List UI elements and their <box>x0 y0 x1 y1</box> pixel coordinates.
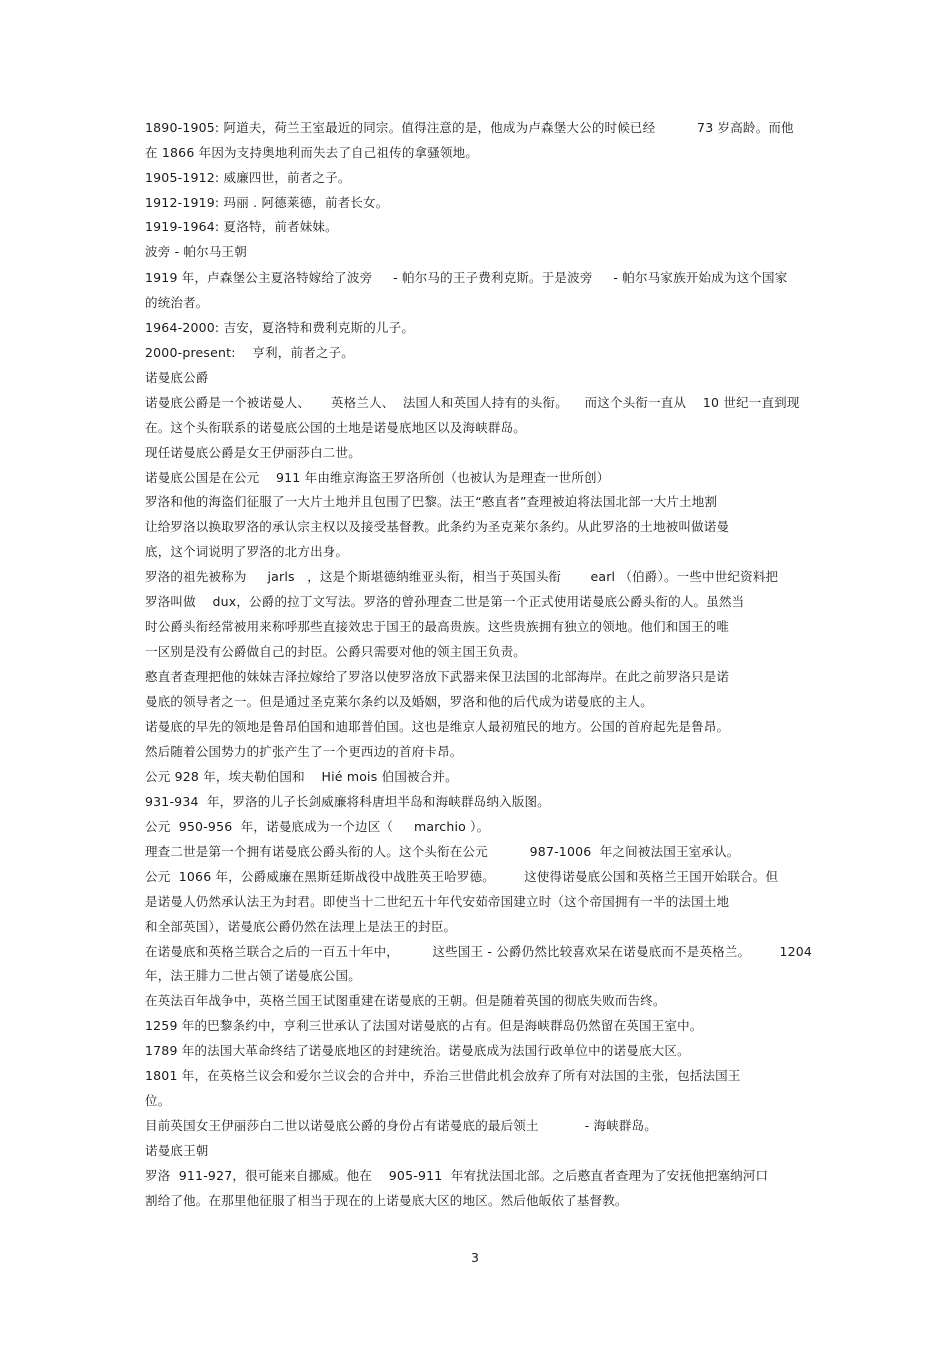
text-line: 理查二世是第一个拥有诺曼底公爵头衔的人。这个头衔在公元 987-1006 年之间被法国王室承认。 <box>145 844 740 859</box>
text-line: 底，这个词说明了罗洛的北方出身。 <box>145 544 349 559</box>
text-line: 罗洛的祖先被称为 jarls ，这是个斯堪德纳维亚头衔，相当于英国头衔 earl （伯爵）。一些中世纪资料把 <box>145 569 779 584</box>
text-line: 现任诺曼底公爵是女王伊丽莎白二世。 <box>145 445 361 460</box>
text-line: 目前英国女王伊丽莎白二世以诺曼底公爵的身份占有诺曼底的最后领土 - 海峡群岛。 <box>145 1118 657 1133</box>
text-line: 是诺曼人仍然承认法王为封君。即使当十二世纪五十年代安茹帝国建立时（这个帝国拥有一半的法国土地 <box>145 894 730 909</box>
text-line: 1912-1919: 玛丽 . 阿德莱德，前者长女。 <box>145 195 389 210</box>
text-line: 在英法百年战争中，英格兰国王试图重建在诺曼底的王朝。但是随着英国的彻底失败而告终。 <box>145 993 666 1008</box>
text-line: 割给了他。在那里他征服了相当于现在的上诺曼底大区的地区。然后他皈依了基督教。 <box>145 1193 628 1208</box>
text-line: 931-934 年，罗洛的儿子长剑威廉将科唐坦半岛和海峡群岛纳入版图。 <box>145 794 550 809</box>
text-line: 然后随着公国势力的扩张产生了一个更西边的首府卡昂。 <box>145 744 463 759</box>
text-line: 在 1866 年因为支持奥地利而失去了自己祖传的拿骚领地。 <box>145 145 479 160</box>
text-line: 在。这个头衔联系的诺曼底公国的土地是诺曼底地区以及海峡群岛。 <box>145 420 527 435</box>
section-heading: 波旁 - 帕尔马王朝 <box>145 244 247 259</box>
text-line: 1919-1964: 夏洛特，前者妹妹。 <box>145 219 338 234</box>
text-line: 让给罗洛以换取罗洛的承认宗主权以及接受基督教。此条约为圣克莱尔条约。从此罗洛的土地被叫做诺曼 <box>145 519 730 534</box>
text-line: 时公爵头衔经常被用来称呼那些直接效忠于国王的最高贵族。这些贵族拥有独立的领地。他们和国王的唯 <box>145 619 730 634</box>
text-line: 1905-1912: 威廉四世，前者之子。 <box>145 170 351 185</box>
text-line: 曼底的领导者之一。但是通过圣克莱尔条约以及婚姻，罗洛和他的后代成为诺曼底的主人。 <box>145 694 654 709</box>
text-line: 罗洛叫做 dux，公爵的拉丁文写法。罗洛的曾孙理查二世是第一个正式使用诺曼底公爵头衔的人。虽然当 <box>145 594 745 609</box>
text-line: 1919 年，卢森堡公主夏洛特嫁给了波旁 - 帕尔马的王子费利克斯。于是波旁 - 帕尔马家族开始成为这个国家 <box>145 270 788 285</box>
text-line: 1890-1905: 阿道夫，荷兰王室最近的同宗。值得注意的是，他成为卢森堡大公的时候已经 73 岁高龄。而他 <box>145 120 794 135</box>
text-line: 公元 1066 年，公爵威廉在黑斯廷斯战役中战胜英王哈罗德。 这使得诺曼底公国和英格兰王国开始联合。但 <box>145 869 779 884</box>
text-line: 憨直者查理把他的妹妹吉泽拉嫁给了罗洛以使罗洛放下武器来保卫法国的北部海岸。在此之前罗洛只是诺 <box>145 669 730 684</box>
text-line: 年，法王腓力二世占领了诺曼底公国。 <box>145 968 361 983</box>
text-line: 诺曼底公国是在公元 911 年由维京海盗王罗洛所创（也被认为是理查一世所创） <box>145 470 610 485</box>
text-line: 罗洛和他的海盗们征服了一大片土地并且包围了巴黎。法王“憨直者”查理被迫将法国北部一大片土地割 <box>145 494 718 509</box>
text-line: 罗洛 911-927，很可能来自挪威。他在 905-911 年宥扰法国北部。之后憨直者查理为了安抚他把塞纳河口 <box>145 1168 769 1183</box>
text-line: 1259 年的巴黎条约中，亨利三世承认了法国对诺曼底的占有。但是海峡群岛仍然留在英国王室中。 <box>145 1018 703 1033</box>
text-line: 的统治者。 <box>145 295 209 310</box>
section-heading: 诺曼底公爵 <box>145 370 209 385</box>
text-line: 1801 年，在英格兰议会和爱尔兰议会的合并中，乔治三世借此机会放弃了所有对法国的主张，包括法国王 <box>145 1068 741 1083</box>
text-line: 和全部英国），诺曼底公爵仍然在法理上是法王的封臣。 <box>145 919 457 934</box>
text-line: 公元 928 年，埃夫勒伯国和 Hié mois 伯国被合并。 <box>145 769 458 784</box>
text-line: 公元 950-956 年，诺曼底成为一个边区（ marchio ）。 <box>145 819 490 834</box>
section-heading: 诺曼底王朝 <box>145 1143 209 1158</box>
text-line: 1789 年的法国大革命终结了诺曼底地区的封建统治。诺曼底成为法国行政单位中的诺曼底大区。 <box>145 1043 690 1058</box>
text-line: 诺曼底公爵是一个被诺曼人、 英格兰人、 法国人和英国人持有的头衔。 而这个头衔一直从 10 世纪一直到现 <box>145 395 800 410</box>
text-line: 1964-2000: 吉安，夏洛特和费利克斯的儿子。 <box>145 320 415 335</box>
page-number: 3 <box>471 1250 479 1265</box>
text-line: 2000-present: 亨利，前者之子。 <box>145 345 354 360</box>
text-line: 诺曼底的早先的领地是鲁昂伯国和迪耶普伯国。这也是维京人最初殖民的地方。公国的首府起先是鲁昂。 <box>145 719 730 734</box>
text-line: 位。 <box>145 1093 171 1108</box>
text-line: 一区别是没有公爵做自己的封臣。公爵只需要对他的领主国王负责。 <box>145 644 527 659</box>
text-line: 在诺曼底和英格兰联合之后的一百五十年中， 这些国王 - 公爵仍然比较喜欢呆在诺曼底而不是英格兰。 1204 <box>145 944 813 959</box>
